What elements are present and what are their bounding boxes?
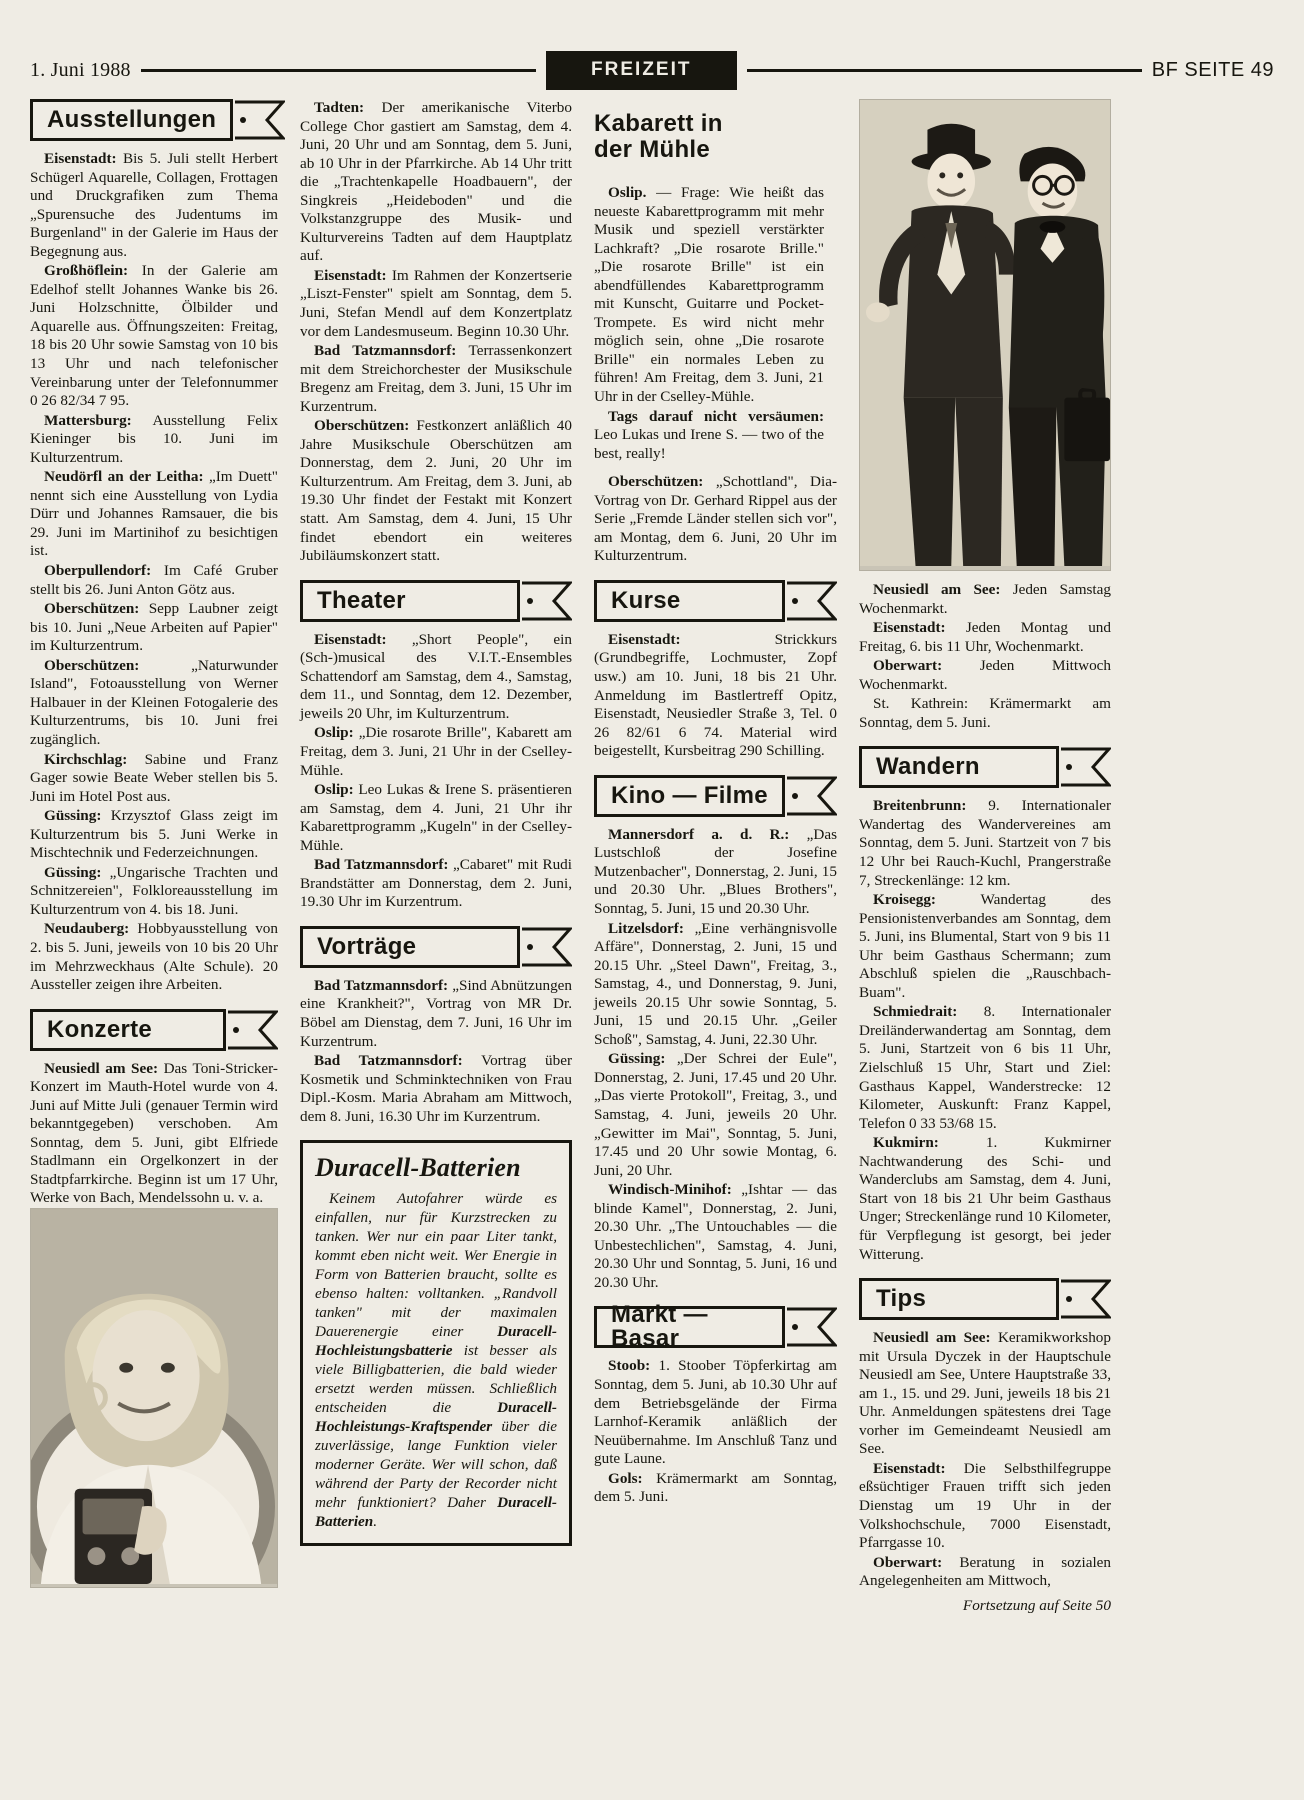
paragraph: Oberwart: Beratung in sozialen Angelegenheiten am Mittwoch, (859, 1553, 1111, 1590)
banner-tail-icon (785, 775, 837, 817)
paragraph: Neusiedl am See: Jeden Samstag Wochenmarkt. (859, 581, 1111, 617)
paragraph: Eisenstadt: Bis 5. Juli stellt Herbert Schügerl Aquarelle, Collagen, Frottagen und Druckgrafiken zum Thema „Spurensuche des Judentums im Burgenland" in der Galerie im Haus der Begegnung aus. (30, 150, 278, 260)
issue-date: 1. Juni 1988 (30, 58, 131, 81)
duracell-photo (30, 1208, 278, 1588)
paragraph: Oberschützen: Festkonzert anläßlich 40 Jahre Musikschule Oberschützen am Donnerstag, dem 2. Juni, 20 Uhr im Kulturzentrum. Am Freitag, dem 3. Juni, ab 19.30 Uhr findet der Festakt mit Konzert statt. Am Samstag, dem 4. Juni, 15 Uhr findet ebendort ein weiteres Jubiläumskonzert statt. (300, 417, 572, 565)
paragraph: Oberschützen: Sepp Laubner zeigt bis 10. Juni „Neue Arbeiten auf Papier" im Kulturzentrum. (30, 600, 278, 655)
masthead (30, 55, 1274, 85)
heading-label: Tips (876, 1285, 927, 1313)
paragraph: Güssing: Krzysztof Glass zeigt im Kulturzentrum bis 5. Juni Werke in Mischtechnik und Federzeichnungen. (30, 807, 278, 862)
paragraph: Oberwart: Jeden Mittwoch Wochenmarkt. (859, 657, 1111, 693)
paragraph: Windisch-Minihof: „Ishtar — das blinde Kamel", Donnerstag, 2. Juni, 20.30 Uhr. „The Untouchables — die Unbestechlichen", Samstag, 4. Juni, 20.30 Uhr und Sonntag, 5. Juni, 16 und 20.30 Uhr. (594, 1181, 837, 1291)
masthead-rule-right (747, 69, 1142, 72)
heading-label-line1: Kabarett in (594, 110, 723, 138)
paragraph: Kirchschlag: Sabine und Franz Gager sowie Beate Weber stellen bis 5. Juni im Hotel Post aus. (30, 750, 278, 805)
column-4 (859, 99, 1111, 1615)
paragraph: Neusiedl am See: Das Toni-Stricker-Konzert im Mauth-Hotel wurde von 4. Juni auf Mitte Juli (genauer Termin wird bekanntgegeben) verschoben. Am Sonntag, dem 5. Juni, gibt Elfriede Stadlmann ein Orgelkonzert in der Stadtpfarrkirche. Beginn ist um 17 Uhr, Werke von Bach, Mendelssohn u. v. a. (30, 1059, 278, 1207)
paragraph: Litzelsdorf: „Eine verhängnisvolle Affäre", Donnerstag, 2. Juni, 15 und 20.15 Uhr. „Steel Dawn", Freitag, 3., Samstag, 4., und Donnerstag, 9. Juni, jeweils 20.15 Uhr sowie Sonntag, 5. Juni, 15 und 20.15 Uhr. „Geiler Schoß", Samstag, 4. Juni, 22.30 Uhr. (594, 919, 837, 1048)
banner-tail-icon (785, 1306, 837, 1348)
column-1 (30, 99, 278, 1588)
column-grid (30, 99, 1274, 1615)
banner-tail-icon (520, 926, 572, 968)
heading-label: Vorträge (317, 932, 417, 960)
paragraph: Bad Tatzmannsdorf: Vortrag über Kosmetik und Schminktechniken von Frau Dipl.-Kosm. Maria Abraham am Mittwoch, dem 8. Juni, 16.30 Uhr im Kurzentrum. (300, 1052, 573, 1125)
heading-markt (594, 1301, 837, 1353)
paragraph: Eisenstadt: Strickkurs (Grundbegriffe, Lochmuster, Zopf usw.) am 10. Juni, 18 bis 21 Uhr. Anmeldung im Bastlertreff Opitz, Eisenstadt, Neusiedler Straße 3, Tel. 0 26 82/61 6 74. Material wird beigestellt, Kursbeitrag 290 Schilling. (594, 630, 837, 760)
masthead-rule-left (141, 69, 536, 72)
paragraph: Großhöflein: In der Galerie am Edelhof stellt Johannes Wanke bis 26. Juni Holzschnitte, Ölbilder und Aquarelle aus. Öffnungszeiten: Freitag, 18 bis 20 Uhr sowie Samstag von 10 bis 13 Uhr und nach telefonischer Vereinbarung unter der Telefonnummer 0 26 82/34 7 95. (30, 262, 278, 410)
heading-label: Theater (317, 586, 406, 614)
ad-title: Duracell-Batterien (315, 1153, 521, 1183)
paragraph: Eisenstadt: Jeden Montag und Freitag, 6. bis 11 Uhr, Wochenmarkt. (859, 619, 1111, 655)
paragraph: Stoob: 1. Stoober Töpferkirtag am Sonntag, dem 5. Juni, ab 10.30 Uhr auf dem Betriebsgelände der Firma Larnhof-Keramik anläßlich der Neuübernahme. Im Anschluß Tanz und gute Laune. (594, 1357, 837, 1468)
section-title-freizeit: FREIZEIT (546, 51, 736, 90)
paragraph: Mannersdorf a. d. R.: „Das Lustschloß der Josefine Mutzenbacher", Donnerstag, 2. Juni, 15 und 20.30 Uhr. „Blues Brothers", Sonntag, 5. Juni, 15 und 20.30 Uhr. (594, 825, 837, 917)
banner-tail-icon (785, 580, 837, 622)
paragraph: Bad Tatzmannsdorf: „Sind Abnützungen eine Krankheit?", Vortrag von MR Dr. Böbel am Dienstag, dem 7. Juni, 16 Uhr im Kurzentrum. (300, 976, 572, 1050)
heading-theater (300, 580, 572, 622)
banner-tail-icon (1059, 746, 1111, 788)
paragraph: Oberpullendorf: Im Café Gruber stellt bis 26. Juni Anton Götz aus. (30, 562, 278, 598)
paragraph: Güssing: „Ungarische Trachten und Schnitzereien", Folkloreausstellung im Kulturzentrum von 4. bis 18. Juni. (30, 863, 278, 918)
heading-label: Konzerte (47, 1015, 153, 1043)
heading-vortraege (300, 926, 572, 968)
paragraph: Neudörfl an der Leitha: „Im Duett" nennt sich eine Ausstellung von Lydia Dürr und Johannes Ramsauer, die bis 29. Juni im Martinihof zu besichtigen ist. (30, 468, 278, 560)
banner-tail-icon (1059, 1278, 1111, 1320)
paragraph: Neudauberg: Hobbyausstellung von 2. bis 5. Juni, jeweils von 10 bis 20 Uhr im Mehrzweckhaus (Alte Schule). 20 Aussteller zeigen ihre Arbeiten. (30, 920, 278, 994)
heading-label: Wandern (876, 753, 980, 781)
column-3 (594, 99, 837, 1507)
column-2 (300, 99, 572, 1546)
paragraph: Oslip: Leo Lukas & Irene S. präsentieren am Samstag, dem 4. Juni, 21 Uhr ihr Kabarettprogramm „Kugeln" in der Cselley-Mühle. (300, 781, 572, 854)
paragraph: Mattersburg: Ausstellung Felix Kieninger bis 10. Juni im Kulturzentrum. (30, 411, 278, 466)
paragraph: Bad Tatzmannsdorf: „Cabaret" mit Rudi Brandstätter am Donnerstag, dem 2. Juni, 19.30 Uhr im Kurzentrum. (300, 856, 572, 911)
woman-with-radio-icon (31, 1209, 277, 1584)
paragraph: Eisenstadt: Die Selbsthilfegruppe eßsüchtiger Frauen trifft sich jeden Dienstag um 19 Uhr in der Volkshochschule, 7000 Eisenstadt, Pfarrgasse 10. (859, 1459, 1111, 1552)
heading-kino (594, 775, 837, 817)
paragraph: Eisenstadt: Im Rahmen der Konzertserie „Liszt-Fenster" spielt am Sonntag, dem 5. Juni, Stefan Mendl auf dem Konzertplatz vor dem Landesmuseum. Beginn 10.30 Uhr. (300, 266, 572, 340)
heading-tips (859, 1278, 1111, 1320)
paragraph: Oberschützen: „Naturwunder Island", Fotoausstellung von Werner Halbauer in der Kleinen Fotogalerie des Kulturzentrums, bis 10. Juni frei zugänglich. (30, 656, 278, 748)
paragraph: Kukmirn: 1. Kukmirner Nachtwanderung des Schi- und Wanderclubs am Samstag, dem 4. Juni, Start von 18 bis 21 Uhr beim Gasthaus Unger; Streckenlänge rund 10 Kilometer, für Verpflegung ist gesorgt, bei jeder Witterung. (859, 1134, 1111, 1263)
cabaret-duo-icon (860, 100, 1110, 566)
banner-tail-icon (520, 580, 572, 622)
paragraph: Güssing: „Der Schrei der Eule", Donnerstag, 2. Juni, 17.45 und 20 Uhr. „Das vierte Protokoll", Freitag, 3., und Samstag, 4. Juni, jeweils 20 Uhr. „Gewitter im Mai", Sonntag, 5. Juni, 17.45 und 20 Uhr sowie Montag, 6. Juni, 20 Uhr. (594, 1050, 837, 1179)
paragraph: Oslip. — Frage: Wie heißt das neueste Kabarettprogramm mit mehr Musik und speziell verstärkter Lachkraft? „Die rosarote Brille." „Die rosarote Brille" ist ein abendfüllendes Kabarettprogramm mit Kunscht, Guitarre und Pocket-Trompete. Es wird nicht mehr möglich sein, ohne „Die rosarote Brille" ein normales Leben zu führen! Am Freitag, dem 3. Juni, 21 Uhr in der Cselley-Mühle. (594, 184, 824, 406)
heading-label: Ausstellungen (47, 106, 217, 133)
paragraph: Bad Tatzmannsdorf: Terrassenkonzert mit dem Streichorchester der Musikschule Bregenz am Freitag, dem 3. Juni, 15 Uhr im Kurzentrum. (300, 342, 573, 415)
page-folio: BF SEITE 49 (1151, 58, 1275, 81)
paragraph: Gols: Krämermarkt am Sonntag, dem 5. Juni. (594, 1469, 837, 1506)
duracell-ad (300, 1140, 572, 1546)
banner-tail-icon (233, 99, 285, 141)
paragraph: Neusiedl am See: Keramikworkshop mit Ursula Dyczek in der Hauptschule Neusiedl am See, Untere Hauptstraße 33, am 1., 15. und 29. Juni, jeweils 18 bis 21 Uhr. Anmeldungen spätestens drei Tage vorher im Gemeindeamt Neusiedl am See. (859, 1329, 1111, 1458)
paragraph: Breitenbrunn: 9. Internationaler Wandertag des Wandervereines am Sonntag, dem 5. Juni. Startzeit von 7 bis 12 Uhr bei Rauch-Kuchl, Prangerstraße 7, Streckenlänge: 12 km. (859, 797, 1111, 889)
heading-konzerte (30, 1009, 278, 1051)
heading-ausstellungen (30, 99, 278, 141)
banner-tail-icon (226, 1009, 278, 1051)
paragraph: Oslip: „Die rosarote Brille", Kabarett am Freitag, dem 3. Juni, 21 Uhr in der Cselley-Mühle. (300, 724, 572, 779)
kabarett-photo (859, 99, 1111, 571)
heading-kabarett (594, 99, 837, 175)
heading-wandern (859, 746, 1111, 788)
heading-label: Markt — Basar (611, 1301, 708, 1353)
heading-label: Kurse (611, 586, 681, 614)
paragraph: Oberschützen: „Schottland", Dia-Vortrag von Dr. Gerhard Rippel aus der Serie „Fremde Länder stellen sich vor", am Montag, dem 6. Juni, 20 Uhr im Kulturzentrum. (594, 473, 837, 565)
continuation-note: Fortsetzung auf Seite 50 (962, 1596, 1111, 1614)
heading-label: Kino — Filme (611, 781, 768, 809)
paragraph: Kroisegg: Wandertag des Pensionistenverbandes am Sonntag, dem 5. Juni, ins Blumental, Start von 9 bis 11 Uhr beim Gasthaus Schermann; zum Abschluß spielen die „Rauschbach-Buam". (859, 891, 1111, 1001)
paragraph: St. Kathrein: Krämermarkt am Sonntag, dem 5. Juni. (859, 695, 1111, 731)
paragraph: Eisenstadt: „Short People", ein (Sch-)musical des V.I.T.-Ensembles Schattendorf am Samstag, dem 4., Samstag, dem 11., und Sonntag, dem 12. Dezember, jeweils 20 Uhr, im Kulturzentrum. (300, 630, 572, 722)
paragraph: Tags darauf nicht versäumen: Leo Lukas und Irene S. — two of the best, really! (594, 407, 824, 462)
paragraph: Tadten: Der amerikanische Viterbo College Chor gastiert am Samstag, dem 4. Juni, 20 Uhr und am Sonntag, dem 5. Juni, ab 10 Uhr in der Pfarrkirche. Ab 14 Uhr tritt die „Trachtenkapelle Hoadbauern", der Singkreis „Heideboden" und die Volkstanzgruppe des Musik- und Kulturvereins Tadten auf dem Hauptplatz auf. (300, 99, 572, 265)
heading-kurse (594, 580, 837, 622)
heading-label-line2: der Mühle (594, 136, 711, 163)
paragraph: Schmiedrait: 8. Internationaler Dreiländerwandertag am Sonntag, dem 5. Juni, Startzeit von 6 bis 11 Uhr, Zielschluß 15 Uhr, Start und Ziel: Gasthaus Kappel, Wanderstrecke: 12 Kilometer, Auskunft: Franz Kappel, Telefon 0 33 53/68 15. (859, 1003, 1111, 1132)
ad-body: Keinem Autofahrer würde es einfallen, nur für Kurzstrecken zu tanken. Wer nur ein paar Liter tankt, kommt eben nicht weit. Wer Energie in Form von Batterien braucht, sollte es ebenso halten: volltanken. „Randvoll tanken" mit der maximalen Dauerenergie einer Duracell-Hochleistungsbatterie ist besser als viele Billigbatterien, die bald wieder ersetzt werden müssen. Schließlich entscheiden die Duracell-Hochleistungs-Kraftspender über die zuverlässige, lange Funktion vieler moderner Geräte. Wer will schon, daß während der Party der Recorder nicht mehr funktioniert? Daher Duracell-Batterien. (315, 1190, 557, 1531)
